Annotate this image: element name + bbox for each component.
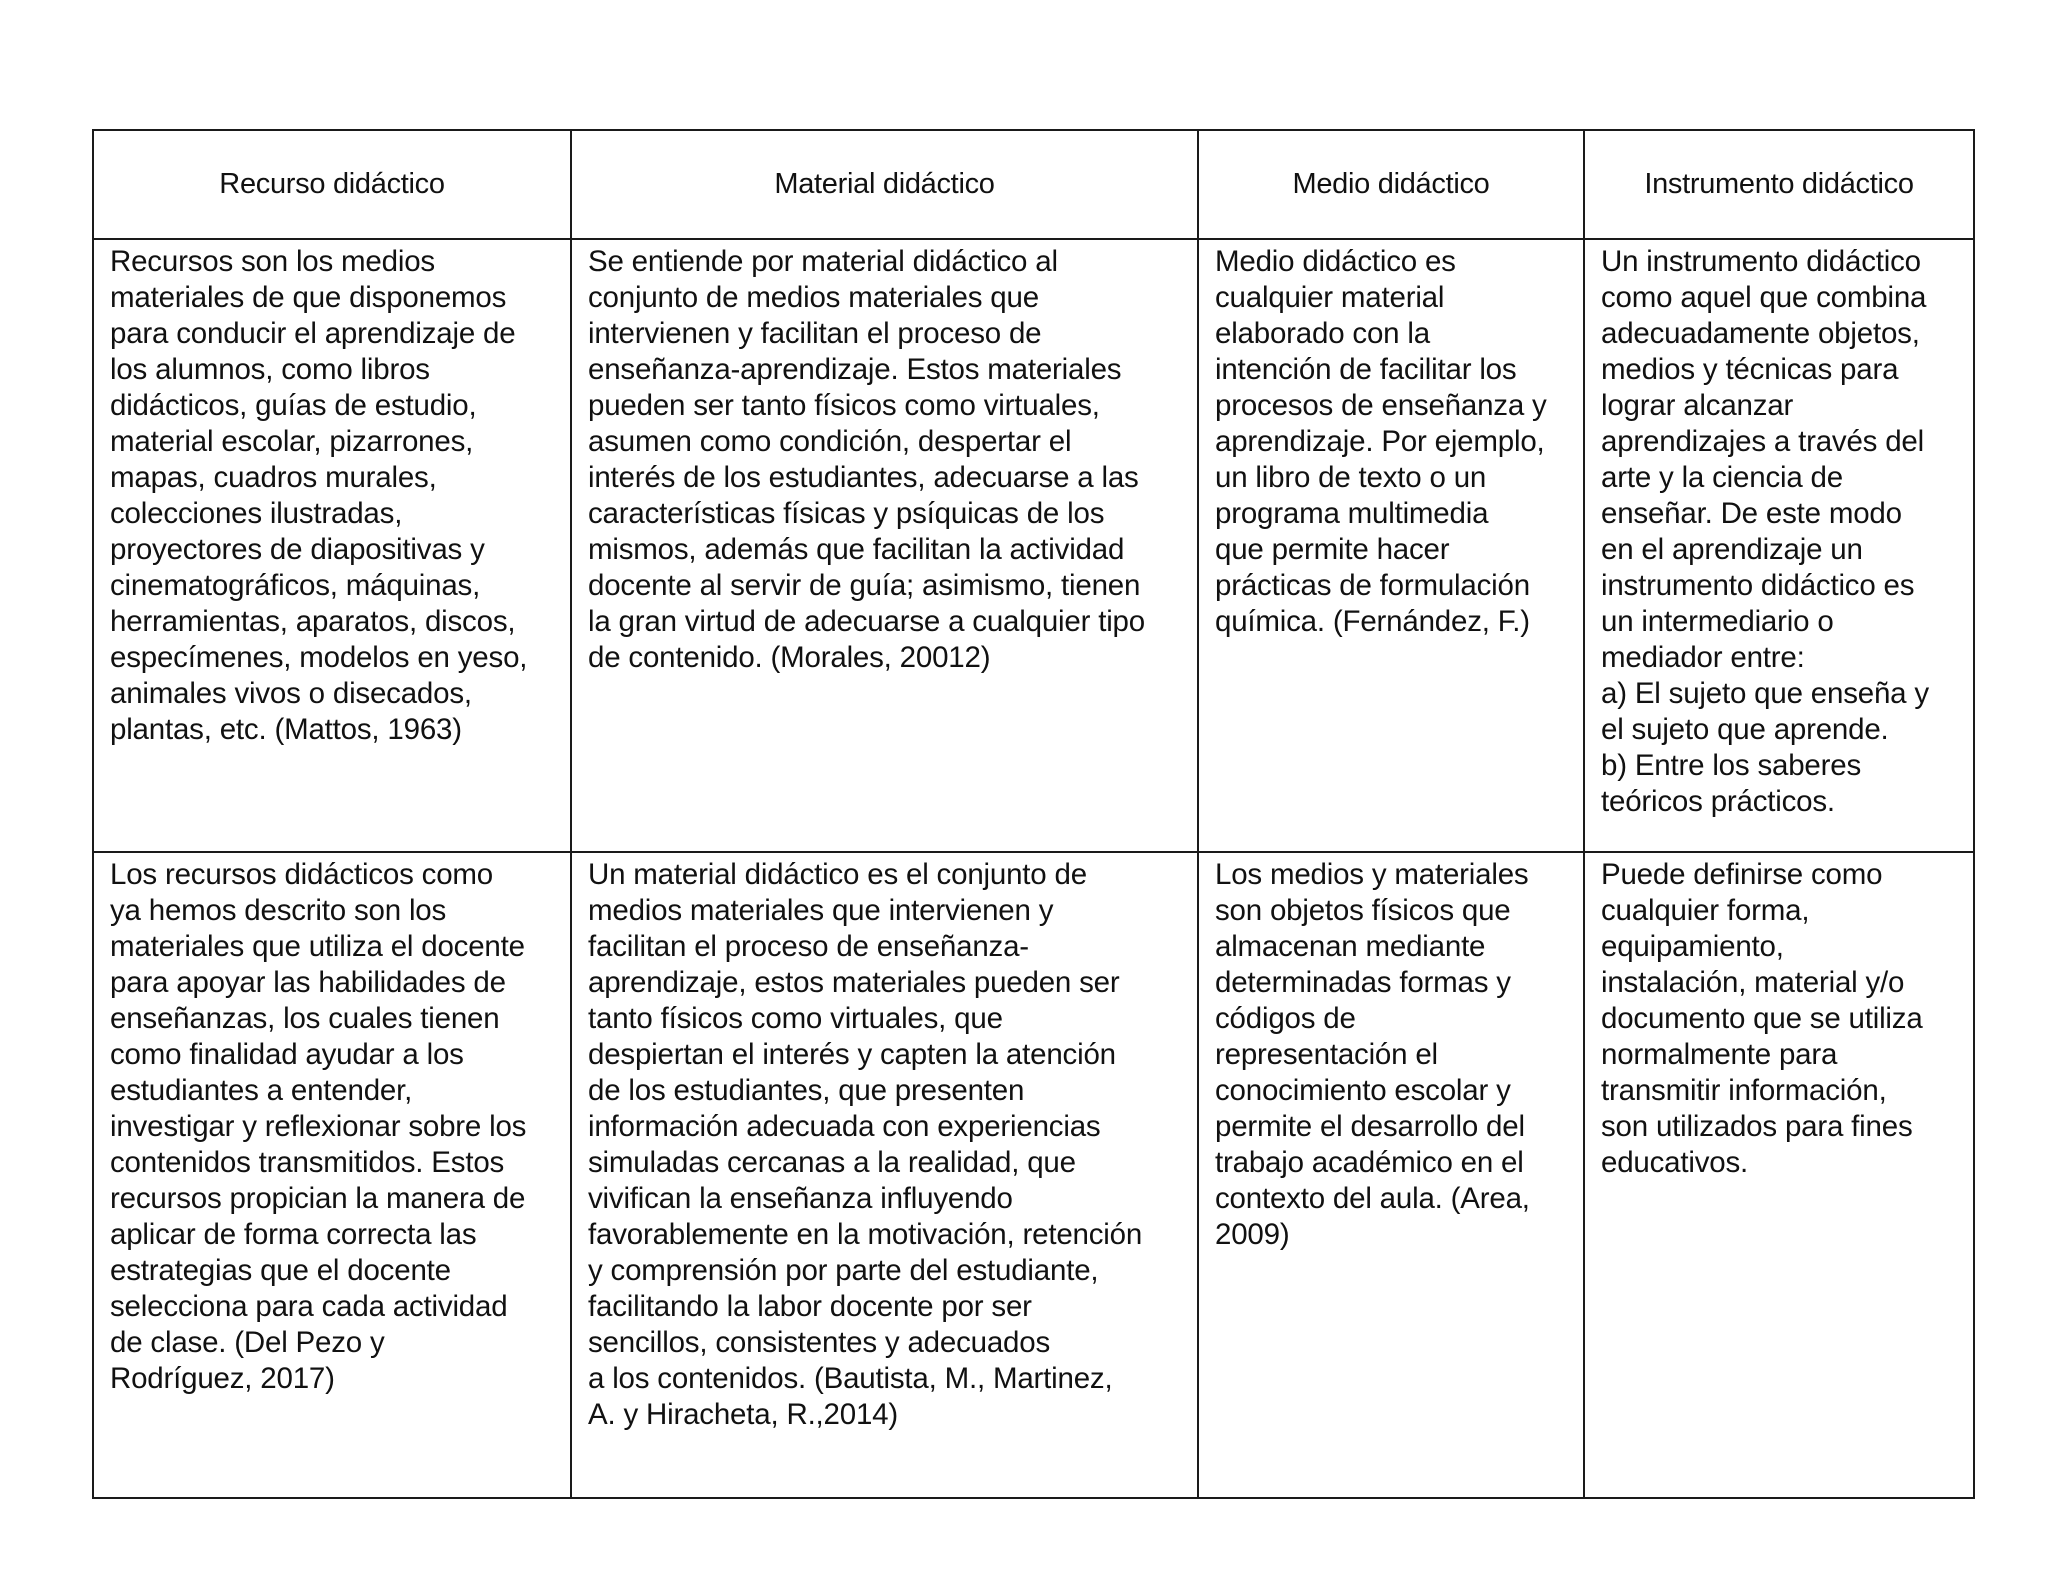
cell-instrumento-1: Un instrumento didáctico como aquel que combina adecuadamente objetos, medios y técnicas para lograr alcanzar aprendizajes a través del arte y la ciencia de enseñar. De este modo en el aprendizaje un instrumento didáctico es un intermediario o mediador entre: a) El sujeto que enseña y el sujeto que aprende. b) Entre los saberes teóricos prácticos. bbox=[1601, 245, 1929, 818]
cell-material-2: Un material didáctico es el conjunto de medios materiales que intervienen y facilitan el proceso de enseñanza- aprendizaje, estos materiales pueden ser tanto físicos como virtuales, que despiertan el interés y capten la atención de los estudiantes, que presenten información adecuada con experiencias simuladas cercanas a la realidad, que vivifican la enseñanza influyendo favorablemente en la motivación, retención y comprensión por parte del estudiante, facilitando la labor docente por ser sencillos, consistentes y adecuados a los contenidos. (Bautista, M., Martinez, A. y Hiracheta, R.,2014) bbox=[588, 858, 1143, 1431]
cell-material-1: Se entiende por material didáctico al conjunto de medios materiales que intervienen y facilitan el proceso de enseñanza-aprendizaje. Estos materiales pueden ser tanto físicos como virtuales, asumen como condición, despertar el interés de los estudiantes, adecuarse a las características físicas y psíquicas de los mismos, además que facilitan la actividad docente al servir de guía; asimismo, tienen la gran virtud de adecuarse a cualquier tipo de contenido. (Morales, 20012) bbox=[588, 245, 1145, 674]
cell-instrumento-2: Puede definirse como cualquier forma, equipamiento, instalación, material y/o documento que se utiliza normalmente para transmitir información, son utilizados para fines educativos. bbox=[1601, 858, 1923, 1179]
header-recurso: Recurso didáctico bbox=[93, 130, 571, 239]
table-row bbox=[93, 852, 1974, 1498]
cell-recurso-1: Recursos son los medios materiales de que disponemos para conducir el aprendizaje de los alumnos, como libros didácticos, guías de estudio, material escolar, pizarrones, mapas, cuadros murales, colecciones ilustradas, proyectores de diapositivas y cinematográficos, máquinas, herramientas, aparatos, discos, especímenes, modelos en yeso, animales vivos o disecados, plantas, etc. (Mattos, 1963) bbox=[110, 245, 528, 746]
cell-recurso-2: Los recursos didácticos como ya hemos descrito son los materiales que utiliza el docente para apoyar las habilidades de enseñanzas, los cuales tienen como finalidad ayudar a los estudiantes a entender, investigar y reflexionar sobre los contenidos transmitidos. Estos recursos propician la manera de aplicar de forma correcta las estrategias que el docente selecciona para cada actividad de clase. (Del Pezo y Rodríguez, 2017) bbox=[110, 858, 527, 1395]
header-row bbox=[93, 130, 1974, 239]
cell-medio-2: Los medios y materiales son objetos físicos que almacenan mediante determinadas formas y códigos de representación el conocimiento escolar y permite el desarrollo del trabajo académico en el contexto del aula. (Area, 2009) bbox=[1215, 858, 1530, 1251]
comparison-table bbox=[92, 129, 1975, 1499]
table-cell bbox=[571, 852, 1198, 1498]
header-material: Material didáctico bbox=[571, 130, 1198, 239]
table-cell bbox=[93, 239, 571, 852]
table-cell bbox=[571, 239, 1198, 852]
table-cell bbox=[93, 852, 571, 1498]
table-row bbox=[93, 239, 1974, 852]
header-medio: Medio didáctico bbox=[1198, 130, 1584, 239]
table-cell bbox=[1584, 239, 1974, 852]
cell-medio-1: Medio didáctico es cualquier material elaborado con la intención de facilitar los procesos de enseñanza y aprendizaje. Por ejemplo, un libro de texto o un programa multimedia que permite hacer prácticas de formulación química. (Fernández, F.) bbox=[1215, 245, 1547, 638]
table-cell bbox=[1198, 852, 1584, 1498]
header-instrumento: Instrumento didáctico bbox=[1584, 130, 1974, 239]
table-cell bbox=[1198, 239, 1584, 852]
table-cell bbox=[1584, 852, 1974, 1498]
